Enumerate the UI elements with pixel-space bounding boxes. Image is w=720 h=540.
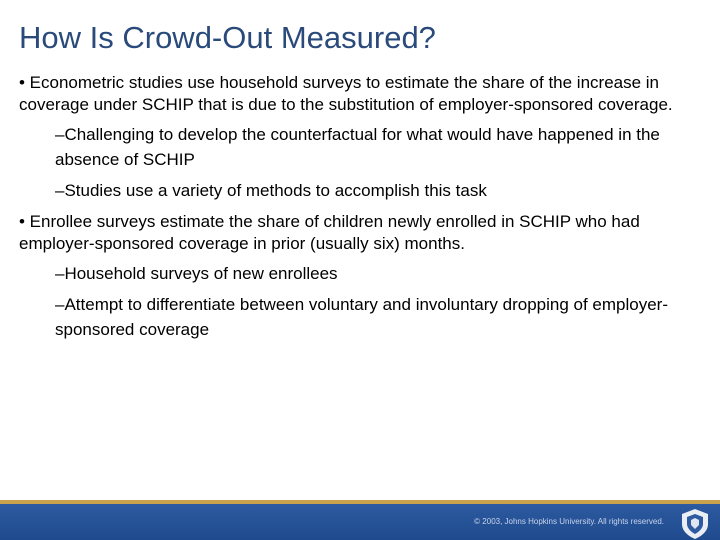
- sub-bullet-counterfactual: –Challenging to develop the counterfactual for what would have happened in the absence of SCHIP: [55, 125, 660, 169]
- footer-bar: [0, 500, 720, 540]
- university-seal-icon: [678, 506, 712, 540]
- slide-content: [19, 72, 699, 342]
- sub-bullet-voluntary-involuntary: –Attempt to differentiate between voluntary and involuntary dropping of employer-sponsored coverage: [55, 295, 668, 339]
- copyright-text: © 2003, Johns Hopkins University. All rights reserved.: [474, 517, 664, 526]
- bullet-enrollee-surveys: • Enrollee surveys estimate the share of children newly enrolled in SCHIP who had employer-sponsored coverage in prior (usually six) months.: [19, 212, 640, 253]
- sub-bullet-methods: –Studies use a variety of methods to accomplish this task: [55, 181, 487, 200]
- bullet-econometric-studies: • Econometric studies use household surveys to estimate the share of the increase in coverage under SCHIP that is due to the substitution of employer-sponsored coverage.: [19, 73, 673, 114]
- sub-bullet-new-enrollees: –Household surveys of new enrollees: [55, 264, 338, 283]
- slide-title: How Is Crowd-Out Measured?: [19, 20, 436, 55]
